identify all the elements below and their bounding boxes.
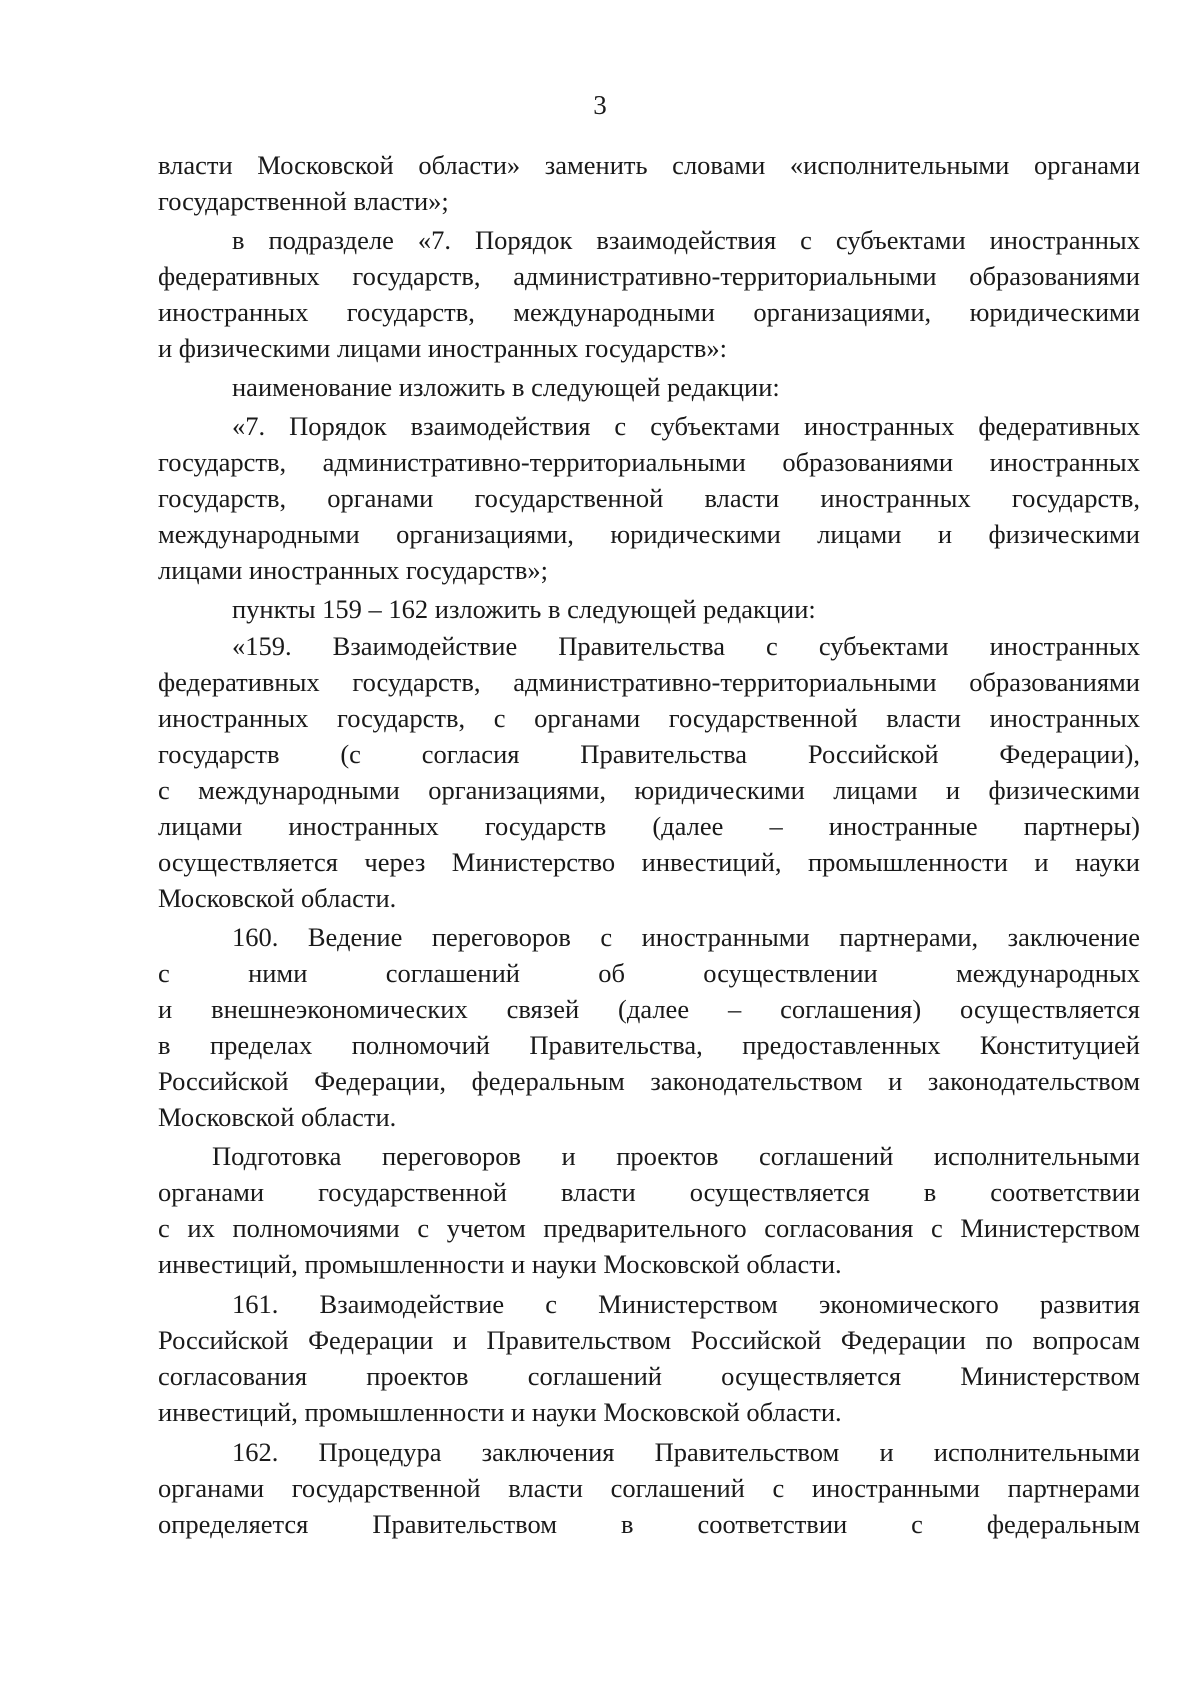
text-line: органами государственной власти осуществляется в соответствии — [158, 1177, 1140, 1207]
text-line: определяется Правительством в соответствии с федеральным — [158, 1509, 1140, 1539]
text-line: «159. Взаимодействие Правительства с субъектами иностранных — [232, 631, 1140, 661]
text-line: Подготовка переговоров и проектов соглашений исполнительными — [212, 1141, 1140, 1171]
text-line: пункты 159 – 162 изложить в следующей редакции: — [232, 594, 816, 624]
text-line: государств, административно-территориальными образованиями иностранных — [158, 447, 1140, 477]
text-line: наименование изложить в следующей редакции: — [232, 372, 780, 402]
text-line: Российской Федерации и Правительством Российской Федерации по вопросам — [158, 1325, 1140, 1355]
text-line: Московской области. — [158, 1102, 397, 1132]
text-line: иностранных государств, с органами государственной власти иностранных — [158, 703, 1140, 733]
text-line: 161. Взаимодействие с Министерством экономического развития — [232, 1289, 1140, 1319]
text-line: и физическими лицами иностранных государств»: — [158, 333, 727, 363]
text-line: лицами иностранных государств (далее – иностранные партнеры) — [158, 811, 1140, 841]
text-line: иностранных государств, международными организациями, юридическими — [158, 297, 1140, 327]
text-line: и внешнеэкономических связей (далее – соглашения) осуществляется — [158, 994, 1140, 1024]
text-line: с международными организациями, юридическими лицами и физическими — [158, 775, 1140, 805]
text-line: в подразделе «7. Порядок взаимодействия с субъектами иностранных — [232, 225, 1140, 255]
text-line: 160. Ведение переговоров с иностранными партнерами, заключение — [232, 922, 1140, 952]
text-line: инвестиций, промышленности и науки Московской области. — [158, 1397, 842, 1427]
text-line: 162. Процедура заключения Правительством и исполнительными — [232, 1437, 1140, 1467]
text-line: международными организациями, юридическими лицами и физическими — [158, 519, 1140, 549]
text-line: согласования проектов соглашений осуществляется Министерством — [158, 1361, 1140, 1391]
text-line: «7. Порядок взаимодействия с субъектами иностранных федеративных — [232, 411, 1140, 441]
text-line: осуществляется через Министерство инвестиций, промышленности и науки — [158, 847, 1140, 877]
text-line: с их полномочиями с учетом предварительного согласования с Министерством — [158, 1213, 1140, 1243]
text-line: в пределах полномочий Правительства, предоставленных Конституцией — [158, 1030, 1140, 1060]
text-line: лицами иностранных государств»; — [158, 555, 548, 585]
text-line: государств, органами государственной власти иностранных государств, — [158, 483, 1140, 513]
text-line: федеративных государств, административно-территориальными образованиями — [158, 261, 1140, 291]
text-line: власти Московской области» заменить словами «исполнительными органами — [158, 150, 1140, 180]
text-line: государственной власти»; — [158, 186, 449, 216]
text-line: федеративных государств, административно-территориальными образованиями — [158, 667, 1140, 697]
text-line: Российской Федерации, федеральным законодательством и законодательством — [158, 1066, 1140, 1096]
text-line: инвестиций, промышленности и науки Московской области. — [158, 1249, 842, 1279]
text-line: с ними соглашений об осуществлении международных — [158, 958, 1140, 988]
text-line: государств (с согласия Правительства Российской Федерации), — [158, 739, 1140, 769]
text-line: органами государственной власти соглашений с иностранными партнерами — [158, 1473, 1140, 1503]
page-number: 3 — [593, 90, 607, 120]
text-line: Московской области. — [158, 883, 397, 913]
